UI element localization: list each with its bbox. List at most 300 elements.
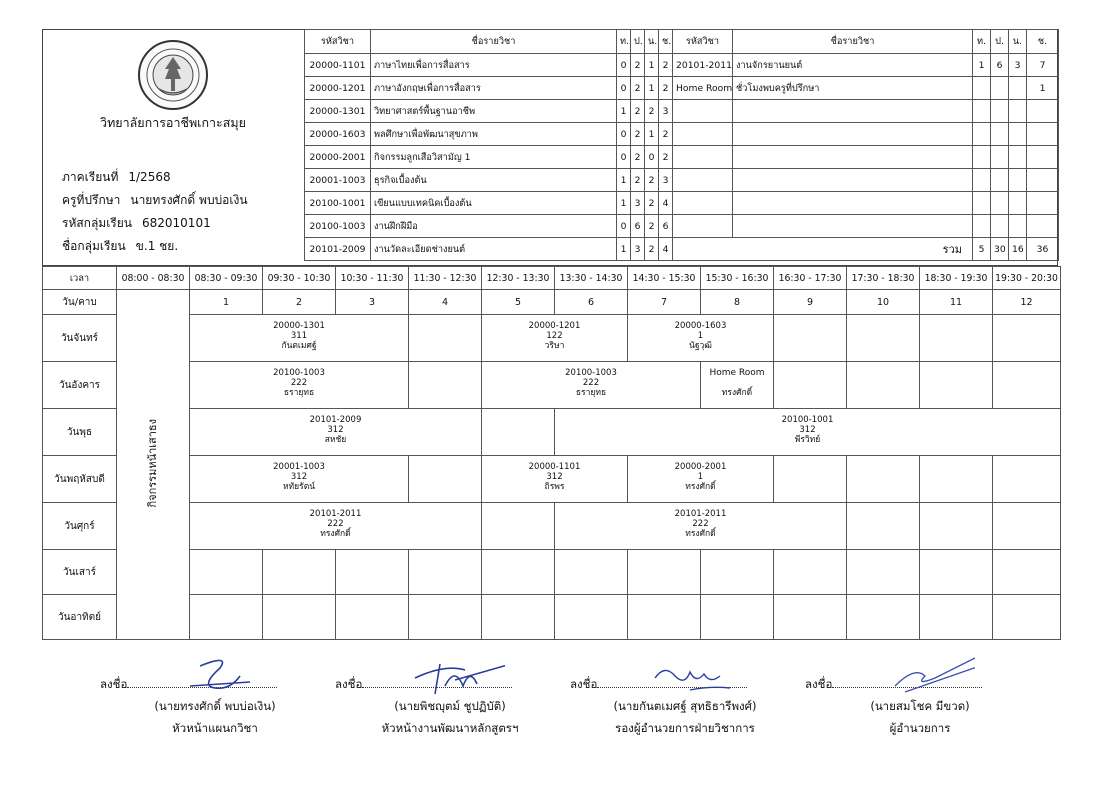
empty-slot: [628, 595, 701, 640]
empty-slot: [993, 503, 1061, 550]
total-p: 30: [991, 238, 1009, 261]
day-row-thu: [43, 456, 1061, 503]
empty-slot: [336, 595, 409, 640]
empty-slot: [774, 550, 847, 595]
empty-cell: [1027, 192, 1059, 215]
time-row: [43, 267, 1061, 290]
empty-cell: [733, 192, 973, 215]
subject-t: 1: [617, 238, 631, 261]
subject-t: 1: [617, 169, 631, 192]
class-block: [555, 503, 847, 550]
signature-scribble-icon: [160, 656, 270, 696]
subject-code: 20000-1201: [305, 77, 371, 100]
empty-slot: [920, 595, 993, 640]
subject-t: 0: [617, 54, 631, 77]
empty-slot: [628, 550, 701, 595]
class-block: [190, 456, 409, 503]
sign-label: ลงชื่อ: [335, 677, 363, 691]
empty-cell: [1009, 146, 1027, 169]
weekly-timetable: [42, 266, 1061, 640]
col-t-2: ท.: [973, 30, 991, 54]
empty-cell: [973, 123, 991, 146]
class-code: 20000-2001: [674, 462, 727, 472]
day-label: วันอังคาร: [43, 362, 117, 409]
class-code: 20101-2009: [309, 415, 362, 425]
subject-t: 0: [617, 215, 631, 238]
subject-p: [991, 77, 1009, 100]
subject-name: เขียนแบบเทคนิคเบื้องต้น: [371, 192, 617, 215]
col-code-2: รหัสวิชา: [673, 30, 733, 54]
subject-code: 20001-1003: [305, 169, 371, 192]
empty-cell: [733, 215, 973, 238]
empty-cell: [673, 100, 733, 123]
class-block: [628, 315, 774, 362]
class-code: 20100-1003: [273, 368, 325, 378]
sign-label: ลงชื่อ: [570, 677, 598, 691]
time-slot: 14:30 - 15:30: [628, 267, 701, 290]
college-name: วิทยาลัยการอาชีพเกาะสมุย: [100, 115, 246, 130]
empty-cell: [991, 146, 1009, 169]
semester-line: [62, 168, 171, 187]
class-teacher: ถิรพร: [544, 482, 565, 492]
subject-name: พลศึกษาเพื่อพัฒนาสุขภาพ: [371, 123, 617, 146]
class-room: 312: [546, 472, 563, 482]
time-slot: 10:30 - 11:30: [336, 267, 409, 290]
signer-position: รองผู้อำนวยการฝ่ายวิชาการ: [615, 721, 755, 735]
subject-table: [304, 29, 1059, 261]
period-row: [43, 290, 1061, 315]
subject-p: 2: [631, 123, 645, 146]
subject-name: ภาษาอังกฤษเพื่อการสื่อสาร: [371, 77, 617, 100]
subject-n: 1: [645, 77, 659, 100]
signature-block: [335, 676, 565, 738]
class-teacher: วริษา: [544, 341, 565, 351]
empty-slot: [409, 456, 482, 503]
group-code-label: รหัสกลุ่มเรียน: [62, 216, 132, 230]
class-teacher: ทรงศักดิ์: [320, 529, 351, 539]
empty-cell: [673, 215, 733, 238]
empty-cell: [733, 169, 973, 192]
signer-position: ผู้อำนวยการ: [889, 721, 951, 735]
semester-label: ภาคเรียนที่: [62, 170, 119, 184]
subject-c: 2: [659, 146, 673, 169]
empty-cell: [1009, 123, 1027, 146]
col-code: รหัสวิชา: [305, 30, 371, 54]
day-label: วันพฤหัสบดี: [43, 456, 117, 503]
time-slot: 12:30 - 13:30: [482, 267, 555, 290]
subject-p: 2: [631, 54, 645, 77]
class-room: 222: [327, 519, 344, 529]
class-block: [190, 409, 482, 456]
signer-name: (นายสมโชค มีขวด): [870, 699, 970, 713]
subject-row: [305, 238, 1059, 261]
group-name-line: [62, 237, 178, 256]
empty-slot: [993, 595, 1061, 640]
empty-slot: [190, 550, 263, 595]
empty-slot: [409, 315, 482, 362]
subject-c: 2: [659, 77, 673, 100]
class-code: 20000-1101: [528, 462, 581, 472]
time-slot: 08:30 - 09:30: [190, 267, 263, 290]
subject-p: 3: [631, 238, 645, 261]
empty-slot: [555, 595, 628, 640]
col-t: ท.: [617, 30, 631, 54]
signer-name: (นายทรงศักดิ์ พบบ่อเงิน): [154, 699, 276, 713]
subject-name: งานจักรยานยนต์: [733, 54, 973, 77]
class-code: 20000-1301: [273, 321, 325, 331]
advisor-label: ครูที่ปรึกษา: [62, 193, 121, 207]
subject-t: 0: [617, 146, 631, 169]
empty-slot: [774, 456, 847, 503]
signer-position: หัวหน้างานพัฒนาหลักสูตรฯ: [381, 721, 519, 735]
signer-position: หัวหน้าแผนกวิชา: [172, 721, 258, 735]
empty-slot: [774, 315, 847, 362]
empty-slot: [774, 362, 847, 409]
subject-row: [305, 123, 1059, 146]
total-c: 36: [1027, 238, 1059, 261]
period-number: 5: [482, 290, 555, 315]
class-code: 20000-1201: [528, 321, 581, 331]
empty-cell: [973, 192, 991, 215]
college-seal-icon: [137, 39, 209, 111]
subject-t: 0: [617, 123, 631, 146]
subject-code: 20101-2011: [673, 54, 733, 77]
empty-cell: [991, 169, 1009, 192]
subject-code: 20000-2001: [305, 146, 371, 169]
day-row-tue: [43, 362, 1061, 409]
class-room: [701, 378, 773, 388]
empty-slot: [701, 595, 774, 640]
period-number: 3: [336, 290, 409, 315]
empty-cell: [733, 123, 973, 146]
class-teacher: นัฐวุฒิ: [689, 341, 712, 351]
empty-cell: [1009, 215, 1027, 238]
subject-code: 20000-1603: [305, 123, 371, 146]
empty-slot: [920, 456, 993, 503]
empty-slot: [409, 362, 482, 409]
subject-name: ธุรกิจเบื้องต้น: [371, 169, 617, 192]
empty-cell: [973, 215, 991, 238]
empty-slot: [482, 595, 555, 640]
class-block: [190, 503, 482, 550]
class-room: 312: [290, 472, 308, 482]
flag-activity-label: กิจกรรมหน้าเสาธง: [146, 418, 159, 508]
empty-cell: [733, 146, 973, 169]
signature-scribble-icon: [630, 656, 740, 696]
class-teacher: ทรงศักดิ์: [721, 388, 753, 398]
class-teacher: หทัยรัตน์: [282, 482, 316, 492]
class-room: 1: [697, 472, 704, 482]
empty-cell: [1027, 146, 1059, 169]
empty-cell: [1027, 100, 1059, 123]
subject-name: วิทยาศาสตร์พื้นฐานอาชีพ: [371, 100, 617, 123]
empty-slot: [409, 595, 482, 640]
subject-t: 1: [617, 192, 631, 215]
subject-p: 6: [631, 215, 645, 238]
class-room: 222: [582, 378, 600, 388]
empty-slot: [847, 595, 920, 640]
period-number: 7: [628, 290, 701, 315]
class-teacher: สหชัย: [324, 435, 347, 445]
time-slot: 13:30 - 14:30: [555, 267, 628, 290]
class-room: 312: [327, 425, 344, 435]
time-slot: 17:30 - 18:30: [847, 267, 920, 290]
subject-row: [305, 77, 1059, 100]
total-label: รวม: [673, 238, 973, 261]
period-number: 2: [263, 290, 336, 315]
subject-n: 2: [645, 169, 659, 192]
subject-n: 1: [645, 54, 659, 77]
signer-name: (นายกันตเมศฐ์ สุทธิธารีพงศ์): [613, 699, 757, 713]
subject-c: 6: [659, 215, 673, 238]
subject-row: [305, 54, 1059, 77]
period-number: 8: [701, 290, 774, 315]
day-period-label: วัน/คาบ: [43, 290, 117, 315]
signature-block: [570, 676, 800, 738]
subject-t: 1: [973, 54, 991, 77]
class-block: [628, 456, 774, 503]
subject-code: 20101-2009: [305, 238, 371, 261]
class-block: [190, 315, 409, 362]
period-number: 10: [847, 290, 920, 315]
time-slot: 08:00 - 08:30: [117, 267, 190, 290]
signature-scribble-icon: [865, 656, 975, 696]
class-room: 222: [290, 378, 308, 388]
subject-p: 6: [991, 54, 1009, 77]
class-teacher: พีรวิทย์: [794, 435, 821, 445]
time-slot: 11:30 - 12:30: [409, 267, 482, 290]
subject-n: 2: [645, 100, 659, 123]
group-name-value: ข.1 ชย.: [135, 239, 179, 253]
empty-cell: [1027, 215, 1059, 238]
signature-block: [100, 676, 330, 738]
class-block: [482, 456, 628, 503]
empty-slot: [190, 595, 263, 640]
empty-cell: [733, 100, 973, 123]
subject-code: 20000-1301: [305, 100, 371, 123]
subject-c: 7: [1027, 54, 1059, 77]
class-block: [482, 362, 701, 409]
subject-code: 20100-1003: [305, 215, 371, 238]
class-room: 312: [799, 425, 816, 435]
empty-slot: [920, 315, 993, 362]
col-name: ชื่อรายวิชา: [371, 30, 617, 54]
subject-name: ภาษาไทยเพื่อการสื่อสาร: [371, 54, 617, 77]
class-room: 222: [692, 519, 709, 529]
col-p-2: ป.: [991, 30, 1009, 54]
empty-cell: [1009, 192, 1027, 215]
empty-slot: [263, 550, 336, 595]
class-block: [701, 362, 774, 409]
signature-section: [40, 676, 1060, 746]
subject-header-row: [305, 30, 1059, 54]
subject-c: 2: [659, 123, 673, 146]
day-label: วันเสาร์: [43, 550, 117, 595]
empty-cell: [1027, 169, 1059, 192]
empty-slot: [701, 550, 774, 595]
class-teacher: กันตเมศฐ์: [281, 341, 317, 351]
day-label: วันจันทร์: [43, 315, 117, 362]
class-teacher: ธรายุทธ: [283, 388, 315, 398]
class-block: [190, 362, 409, 409]
subject-code: 20000-1101: [305, 54, 371, 77]
group-name-label: ชื่อกลุ่มเรียน: [62, 239, 126, 253]
subject-code: Home Room: [673, 77, 733, 100]
subject-name: กิจกรรมลูกเสือวิสามัญ 1: [371, 146, 617, 169]
class-room: 122: [546, 331, 563, 341]
class-code: 20100-1001: [781, 415, 834, 425]
class-teacher: ทรงศักดิ์: [685, 529, 716, 539]
empty-cell: [991, 215, 1009, 238]
empty-cell: [1009, 100, 1027, 123]
empty-cell: [1009, 169, 1027, 192]
subject-n: 1: [645, 123, 659, 146]
empty-cell: [673, 123, 733, 146]
subject-n: [1009, 77, 1027, 100]
subject-name: งานวัดละเอียดช่างยนต์: [371, 238, 617, 261]
flag-activity-cell: [117, 290, 190, 640]
class-room: 311: [290, 331, 308, 341]
class-code: Home Room: [709, 368, 765, 378]
class-teacher: ทรงศักดิ์: [685, 482, 716, 492]
empty-cell: [991, 100, 1009, 123]
subject-c: 3: [659, 100, 673, 123]
empty-slot: [482, 409, 555, 456]
sign-label: ลงชื่อ: [805, 677, 833, 691]
period-number: 1: [190, 290, 263, 315]
empty-slot: [847, 503, 920, 550]
class-teacher: ธรายุทธ: [575, 388, 607, 398]
class-code: 20100-1003: [565, 368, 617, 378]
empty-cell: [973, 169, 991, 192]
period-number: 9: [774, 290, 847, 315]
subject-p: 2: [631, 169, 645, 192]
empty-slot: [920, 503, 993, 550]
empty-cell: [991, 123, 1009, 146]
empty-slot: [847, 315, 920, 362]
col-name-2: ชื่อรายวิชา: [733, 30, 973, 54]
col-n: น.: [645, 30, 659, 54]
day-row-mon: [43, 315, 1061, 362]
subject-n: 3: [1009, 54, 1027, 77]
subject-p: 2: [631, 146, 645, 169]
day-label: วันอาทิตย์: [43, 595, 117, 640]
sign-label: ลงชื่อ: [100, 677, 128, 691]
empty-slot: [993, 315, 1061, 362]
empty-slot: [920, 362, 993, 409]
empty-slot: [993, 550, 1061, 595]
subject-c: 4: [659, 192, 673, 215]
empty-slot: [993, 362, 1061, 409]
class-code: 20001-1003: [273, 462, 325, 472]
time-slot: 19:30 - 20:30: [993, 267, 1061, 290]
empty-slot: [555, 550, 628, 595]
group-code-line: [62, 214, 211, 233]
subject-c: 4: [659, 238, 673, 261]
signer-name: (นายพิชญุตม์ ชูปฏิบัติ): [394, 699, 506, 713]
total-n: 16: [1009, 238, 1027, 261]
subject-t: 1: [617, 100, 631, 123]
college-info: [42, 29, 304, 266]
subject-name: ชั่วโมงพบครูที่ปรึกษา: [733, 77, 973, 100]
class-code: 20000-1603: [674, 321, 727, 331]
empty-slot: [847, 456, 920, 503]
advisor-line: [62, 191, 248, 210]
empty-slot: [774, 595, 847, 640]
subject-n: 2: [645, 238, 659, 261]
total-t: 5: [973, 238, 991, 261]
empty-slot: [482, 503, 555, 550]
advisor-value: นายทรงศักดิ์ พบบ่อเงิน: [130, 193, 248, 207]
class-room: 1: [697, 331, 704, 341]
col-c-2: ช.: [1027, 30, 1059, 54]
day-row-sat: [43, 550, 1061, 595]
empty-slot: [847, 550, 920, 595]
class-block: [482, 315, 628, 362]
time-slot: 09:30 - 10:30: [263, 267, 336, 290]
time-label: เวลา: [43, 267, 117, 290]
subject-c: 1: [1027, 77, 1059, 100]
empty-cell: [673, 146, 733, 169]
time-slot: 15:30 - 16:30: [701, 267, 774, 290]
day-label: วันพุธ: [43, 409, 117, 456]
group-code-value: 682010101: [142, 216, 211, 230]
class-code: 20101-2011: [674, 509, 727, 519]
empty-slot: [482, 550, 555, 595]
empty-cell: [973, 146, 991, 169]
empty-cell: [1027, 123, 1059, 146]
col-p: ป.: [631, 30, 645, 54]
subject-c: 3: [659, 169, 673, 192]
empty-cell: [673, 169, 733, 192]
subject-row: [305, 100, 1059, 123]
empty-cell: [673, 192, 733, 215]
subject-p: 2: [631, 100, 645, 123]
subject-t: [973, 77, 991, 100]
col-c: ช.: [659, 30, 673, 54]
subject-n: 2: [645, 215, 659, 238]
period-number: 11: [920, 290, 993, 315]
empty-slot: [920, 550, 993, 595]
day-row-sun: [43, 595, 1061, 640]
subject-t: 0: [617, 77, 631, 100]
subject-row: [305, 215, 1059, 238]
empty-slot: [263, 595, 336, 640]
subject-n: 0: [645, 146, 659, 169]
period-number: 12: [993, 290, 1061, 315]
subject-n: 2: [645, 192, 659, 215]
semester-value: 1/2568: [128, 170, 171, 184]
subject-c: 2: [659, 54, 673, 77]
empty-slot: [847, 362, 920, 409]
day-label: วันศุกร์: [43, 503, 117, 550]
day-row-wed: [43, 409, 1061, 456]
subject-p: 2: [631, 77, 645, 100]
time-slot: 18:30 - 19:30: [920, 267, 993, 290]
empty-cell: [973, 100, 991, 123]
subject-p: 3: [631, 192, 645, 215]
class-code: 20101-2011: [309, 509, 362, 519]
period-number: 6: [555, 290, 628, 315]
empty-cell: [991, 192, 1009, 215]
signature-block: [805, 676, 1035, 738]
class-block: [555, 409, 1061, 456]
subject-row: [305, 146, 1059, 169]
subject-row: [305, 169, 1059, 192]
col-n-2: น.: [1009, 30, 1027, 54]
time-slot: 16:30 - 17:30: [774, 267, 847, 290]
empty-slot: [336, 550, 409, 595]
